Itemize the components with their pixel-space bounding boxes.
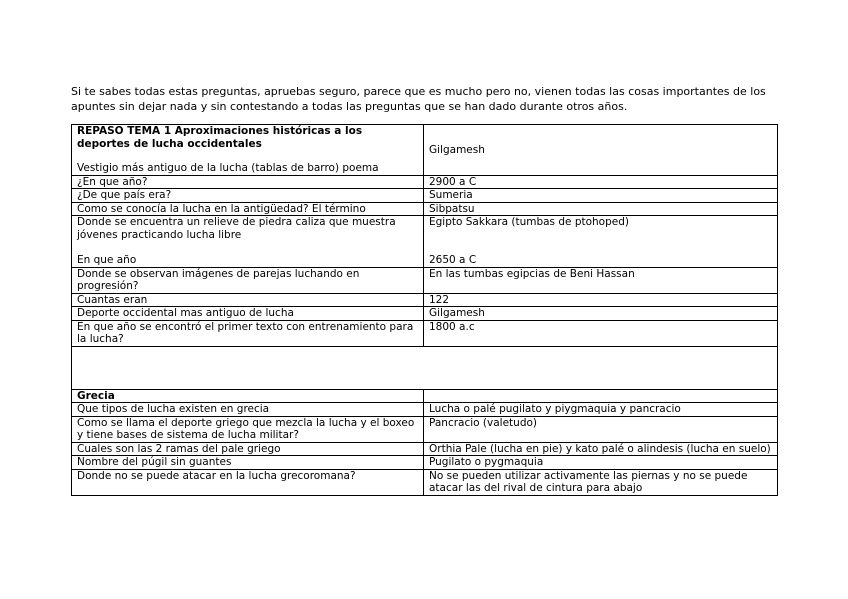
answer-cell: 1800 a.c <box>424 320 778 346</box>
question-text: En que año <box>77 254 137 266</box>
table-row <box>72 189 778 203</box>
table-row <box>72 442 778 456</box>
question-cell: Donde se observan imágenes de parejas luchando en progresión? <box>72 267 424 293</box>
question-cell: Nombre del púgil sin guantes <box>72 456 424 470</box>
question-text: Donde se encuentra un relieve de piedra caliza que muestra jóvenes practicando lucha libre <box>77 216 396 241</box>
table-row <box>72 403 778 417</box>
table-row <box>72 293 778 307</box>
review-table <box>71 124 778 496</box>
table-row <box>72 416 778 442</box>
table-row <box>72 307 778 321</box>
answer-cell: No se pueden utilizar activamente las piernas y no se puede atacar las del rival de cintura para abajo <box>424 469 778 495</box>
question-cell: Donde no se puede atacar en la lucha grecoromana? <box>72 469 424 495</box>
empty-cell <box>72 346 778 389</box>
question-cell: Que tipos de lucha existen en grecia <box>72 403 424 417</box>
empty-row <box>72 346 778 389</box>
question-cell: ¿De que país era? <box>72 189 424 203</box>
question-text: Vestigio más antiguo de la lucha (tablas de barro) poema <box>77 162 379 174</box>
answer-cell: Orthia Pale (lucha en pie) y kato palé o alindesis (lucha en suelo) <box>424 442 778 456</box>
answer-cell: 2900 a C <box>424 175 778 189</box>
question-cell: Cuales son las 2 ramas del pale griego <box>72 442 424 456</box>
answer-cell <box>424 125 778 176</box>
answer-text: 2650 a C <box>429 253 477 266</box>
question-cell: Como se conocía la lucha en la antigüedad? El término <box>72 202 424 216</box>
answer-cell <box>424 216 778 268</box>
answer-cell: Lucha o palé pugilato y piygmaquia y pancracio <box>424 403 778 417</box>
section-title: REPASO TEMA 1 Aproximaciones históricas a los deportes de lucha occidentales <box>77 125 363 150</box>
question-cell: En que año se encontró el primer texto con entrenamiento para la lucha? <box>72 320 424 346</box>
table-row <box>72 320 778 346</box>
table-row <box>72 202 778 216</box>
answer-cell: Pugilato o pygmaquia <box>424 456 778 470</box>
section-title: Grecia <box>72 389 424 403</box>
question-cell <box>72 216 424 268</box>
table-row <box>72 469 778 495</box>
table-row <box>72 175 778 189</box>
question-cell: Deporte occidental mas antiguo de lucha <box>72 307 424 321</box>
table-row <box>72 216 778 268</box>
question-cell: Cuantas eran <box>72 293 424 307</box>
question-cell: ¿En que año? <box>72 175 424 189</box>
answer-text: Gilgamesh <box>429 143 485 156</box>
answer-text: Egipto Sakkara (tumbas de ptohoped) <box>429 216 629 228</box>
answer-cell: 122 <box>424 293 778 307</box>
answer-cell: Sibpatsu <box>424 202 778 216</box>
question-cell <box>72 125 424 176</box>
question-cell: Como se llama el deporte griego que mezcla la lucha y el boxeo y tiene bases de sistema de lucha militar? <box>72 416 424 442</box>
table-row <box>72 456 778 470</box>
answer-cell: En las tumbas egipcias de Beni Hassan <box>424 267 778 293</box>
answer-cell <box>424 389 778 403</box>
table-row <box>72 267 778 293</box>
table-row <box>72 125 778 176</box>
answer-cell: Sumeria <box>424 189 778 203</box>
intro-paragraph: Si te sabes todas estas preguntas, apruebas seguro, parece que es mucho pero no, vienen todas las cosas importantes de los apuntes sin dejar nada y sin contestando a todas las preguntas que se han dado durante otros años. <box>71 85 766 113</box>
answer-cell: Pancracio (valetudo) <box>424 416 778 442</box>
section-row <box>72 389 778 403</box>
answer-cell: Gilgamesh <box>424 307 778 321</box>
